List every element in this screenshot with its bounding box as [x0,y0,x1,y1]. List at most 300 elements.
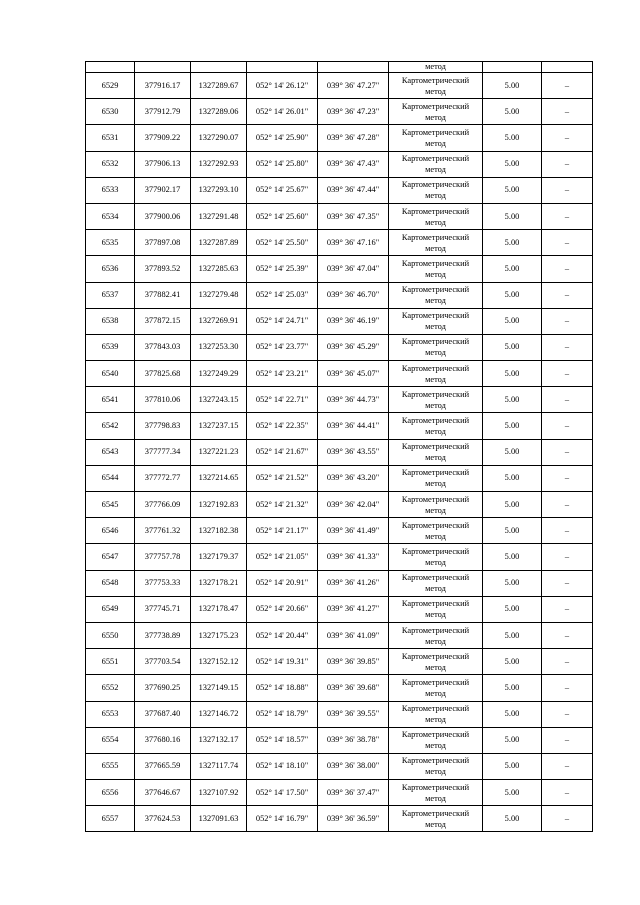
cell-point-number: 6536 [86,256,135,282]
cell-accuracy: 5.00 [483,99,542,125]
method-line-2: метод [425,453,446,463]
cell-x: 377900.06 [135,203,191,229]
method-line-2: метод [425,217,446,227]
cell-x: 377825.68 [135,361,191,387]
method-line-1: Картометрический [401,101,470,111]
cell-y: 1327292.93 [191,151,247,177]
cell-method [389,596,483,622]
cell-point-number: 6547 [86,544,135,570]
cell-method [389,413,483,439]
cell-note: – [542,203,593,229]
cell-method [389,492,483,518]
table-row [86,282,593,308]
cell-x: 377624.53 [135,806,191,832]
method-line-2: метод [425,138,446,148]
cell-accuracy: 5.00 [483,308,542,334]
cell-method [389,439,483,465]
cell-latitude: 052° 14' 22.35" [247,413,318,439]
cell-y: 1327091.63 [191,806,247,832]
table-row [86,256,593,282]
cell-accuracy: 5.00 [483,151,542,177]
cell-x: 377766.09 [135,492,191,518]
cell-note: – [542,518,593,544]
cell-note: – [542,727,593,753]
cell-accuracy: 5.00 [483,413,542,439]
cell-latitude: 052° 14' 18.79" [247,701,318,727]
cell-x: 377690.25 [135,675,191,701]
cell-latitude: 052° 14' 21.67" [247,439,318,465]
table-row [86,73,593,99]
cell-method [389,465,483,491]
cell-x: 377646.67 [135,780,191,806]
cell-method [389,780,483,806]
cell-method [389,387,483,413]
cell-longitude: 039° 36' 39.55" [318,701,389,727]
cell-point-number: 6551 [86,649,135,675]
table-row [86,675,593,701]
cell-longitude: 039° 36' 46.70" [318,282,389,308]
cell-method [389,334,483,360]
table-row [86,465,593,491]
cell-method [389,230,483,256]
cell-accuracy: 5.00 [483,622,542,648]
cell-point-number: 6543 [86,439,135,465]
method-line-1: Картометрический [401,730,470,740]
cell-accuracy: 5.00 [483,465,542,491]
cell-y: 1327192.83 [191,492,247,518]
cell-point-number: 6557 [86,806,135,832]
cell-y: 1327221.23 [191,439,247,465]
cell-latitude: 052° 14' 21.52" [247,465,318,491]
cell-y [191,62,247,73]
cell-point-number: 6541 [86,387,135,413]
cell-note: – [542,99,593,125]
cell-note: – [542,492,593,518]
cell-y: 1327285.63 [191,256,247,282]
cell-accuracy: 5.00 [483,649,542,675]
cell-x: 377753.33 [135,570,191,596]
cell-latitude: 052° 14' 26.12" [247,73,318,99]
method-line-1: Картометрический [401,520,470,530]
cell-accuracy: 5.00 [483,675,542,701]
table-row [86,544,593,570]
method-line-2: метод [425,688,446,698]
table-row [86,518,593,544]
table-row [86,492,593,518]
cell-x: 377916.17 [135,73,191,99]
method-line-2: метод [425,767,446,777]
cell-longitude: 039° 36' 47.04" [318,256,389,282]
method-line-1: Картометрический [401,677,470,687]
method-line-2: метод [425,348,446,358]
method-line-2: метод [425,112,446,122]
cell-x: 377798.83 [135,413,191,439]
cell-longitude: 039° 36' 38.00" [318,753,389,779]
cell-note: – [542,256,593,282]
cell-accuracy: 5.00 [483,361,542,387]
cell-point-number: 6548 [86,570,135,596]
cell-accuracy: 5.00 [483,256,542,282]
cell-x: 377738.89 [135,622,191,648]
method-line-1: Картометрический [401,75,470,85]
cell-x: 377843.03 [135,334,191,360]
cell-accuracy: 5.00 [483,492,542,518]
method-line-1: Картометрический [401,704,470,714]
cell-x: 377761.32 [135,518,191,544]
cell-latitude: 052° 14' 25.03" [247,282,318,308]
table-row [86,622,593,648]
method-line-1: Картометрический [401,651,470,661]
cell-y: 1327152.12 [191,649,247,675]
method-line-1: Картометрический [401,808,470,818]
cell-point-number: 6554 [86,727,135,753]
method-line-2: метод [425,662,446,672]
method-line-2: метод [425,427,446,437]
cell-x: 377777.34 [135,439,191,465]
cell-y: 1327149.15 [191,675,247,701]
method-line-2: метод [425,715,446,725]
cell-longitude: 039° 36' 41.33" [318,544,389,570]
cell-accuracy: 5.00 [483,387,542,413]
cell-method [389,622,483,648]
coordinates-table [85,61,593,832]
cell-latitude: 052° 14' 17.50" [247,780,318,806]
cell-point-number: 6533 [86,177,135,203]
cell-note: – [542,806,593,832]
table-row [86,334,593,360]
method-line-1: Картометрический [401,416,470,426]
cell-method [389,151,483,177]
method-line-1: Картометрический [401,625,470,635]
cell-method [389,125,483,151]
cell-x [135,62,191,73]
table-row [86,177,593,203]
cell-y: 1327289.06 [191,99,247,125]
method-line-2: метод [425,741,446,751]
cell-latitude: 052° 14' 21.05" [247,544,318,570]
cell-latitude: 052° 14' 22.71" [247,387,318,413]
cell-y: 1327175.23 [191,622,247,648]
cell-longitude: 039° 36' 37.47" [318,780,389,806]
cell-latitude: 052° 14' 19.31" [247,649,318,675]
cell-method [389,806,483,832]
cell-x: 377745.71 [135,596,191,622]
table-row [86,806,593,832]
cell-method [389,701,483,727]
cell-note: – [542,570,593,596]
cell-latitude: 052° 14' 20.66" [247,596,318,622]
cell-accuracy: 5.00 [483,334,542,360]
cell-method [389,675,483,701]
cell-method [389,649,483,675]
cell-note: – [542,675,593,701]
cell-point-number: 6546 [86,518,135,544]
cell-longitude: 039° 36' 38.78" [318,727,389,753]
cell-point-number: 6553 [86,701,135,727]
cell-accuracy: 5.00 [483,282,542,308]
cell-accuracy: 5.00 [483,177,542,203]
cell-method [389,177,483,203]
method-line-1: Картометрический [401,573,470,583]
cell-longitude: 039° 36' 41.26" [318,570,389,596]
table-row [86,413,593,439]
method-line-2: метод [425,86,446,96]
method-line-2: метод [425,374,446,384]
cell-x: 377810.06 [135,387,191,413]
method-line-1: Картометрический [401,285,470,295]
cell-y: 1327107.92 [191,780,247,806]
cell-longitude: 039° 36' 43.20" [318,465,389,491]
table-row [86,439,593,465]
cell-y: 1327279.48 [191,282,247,308]
cell-longitude: 039° 36' 42.04" [318,492,389,518]
cell-note: – [542,282,593,308]
cell-note: – [542,151,593,177]
cell-y: 1327249.29 [191,361,247,387]
cell-point-number: 6552 [86,675,135,701]
method-line-2: метод [425,819,446,829]
cell-note: – [542,596,593,622]
cell-accuracy: 5.00 [483,701,542,727]
method-line-2: метод [425,479,446,489]
cell-y: 1327289.67 [191,73,247,99]
cell-method [389,727,483,753]
cell-point-number: 6556 [86,780,135,806]
cell-x: 377687.40 [135,701,191,727]
cell-longitude: 039° 36' 44.41" [318,413,389,439]
cell-method [389,361,483,387]
cell-note: – [542,230,593,256]
cell-point-number: 6540 [86,361,135,387]
cell-y: 1327293.10 [191,177,247,203]
cell-y: 1327291.48 [191,203,247,229]
cell-y: 1327178.47 [191,596,247,622]
method-line-2: метод [425,505,446,515]
cell-accuracy: 5.00 [483,544,542,570]
method-line-2: метод [425,269,446,279]
cell-latitude: 052° 14' 18.57" [247,727,318,753]
cell-longitude: 039° 36' 43.55" [318,439,389,465]
cell-note: – [542,334,593,360]
cell-point-number: 6537 [86,282,135,308]
cell-point-number: 6550 [86,622,135,648]
cell-longitude: 039° 36' 45.29" [318,334,389,360]
cell-point-number: 6538 [86,308,135,334]
cell-longitude: 039° 36' 47.23" [318,99,389,125]
cell-y: 1327117.74 [191,753,247,779]
cell-note: – [542,413,593,439]
cell-y: 1327243.15 [191,387,247,413]
method-line-1: Картометрический [401,337,470,347]
cell-point-number: 6549 [86,596,135,622]
method-line-1: Картометрический [401,546,470,556]
method-line-2: метод [425,584,446,594]
cell-x: 377703.54 [135,649,191,675]
cell-y: 1327182.38 [191,518,247,544]
table-body [86,62,593,832]
table-row [86,701,593,727]
table-row [86,649,593,675]
cell-point-number: 6529 [86,73,135,99]
cell-method [389,282,483,308]
cell-point-number: 6535 [86,230,135,256]
method-line-1: Картометрический [401,756,470,766]
method-line-2: метод [425,243,446,253]
cell-longitude: 039° 36' 39.68" [318,675,389,701]
cell-latitude: 052° 14' 20.91" [247,570,318,596]
cell-longitude [318,62,389,73]
cell-x: 377772.77 [135,465,191,491]
cell-y: 1327237.15 [191,413,247,439]
cell-longitude: 039° 36' 47.28" [318,125,389,151]
cell-y: 1327179.37 [191,544,247,570]
method-line-2: метод [425,531,446,541]
cell-point-number: 6555 [86,753,135,779]
table-row [86,387,593,413]
cell-latitude: 052° 14' 25.67" [247,177,318,203]
method-line-2: метод [425,610,446,620]
cell-note: – [542,465,593,491]
cell-note: – [542,361,593,387]
method-line-1: Картометрический [401,206,470,216]
cell-longitude: 039° 36' 47.16" [318,230,389,256]
cell-accuracy: 5.00 [483,125,542,151]
cell-accuracy [483,62,542,73]
cell-note: – [542,649,593,675]
cell-method [389,518,483,544]
cell-latitude: 052° 14' 18.88" [247,675,318,701]
cell-note: – [542,125,593,151]
cell-longitude: 039° 36' 41.27" [318,596,389,622]
cell-note: – [542,622,593,648]
cell-y: 1327287.89 [191,230,247,256]
cell-method [389,73,483,99]
cell-longitude: 039° 36' 36.59" [318,806,389,832]
cell-accuracy: 5.00 [483,570,542,596]
method-line-2: метод [425,557,446,567]
cell-y: 1327214.65 [191,465,247,491]
table-row [86,308,593,334]
cell-note: – [542,308,593,334]
method-line-1: Картометрический [401,232,470,242]
cell-note: – [542,544,593,570]
cell-note: – [542,753,593,779]
cell-latitude: 052° 14' 23.21" [247,361,318,387]
cell-latitude: 052° 14' 23.77" [247,334,318,360]
cell-latitude: 052° 14' 18.10" [247,753,318,779]
cell-point-number: 6531 [86,125,135,151]
cell-note: – [542,780,593,806]
method-line-1: Картометрический [401,363,470,373]
cell-x: 377882.41 [135,282,191,308]
table-row [86,361,593,387]
cell-note: – [542,439,593,465]
cell-latitude: 052° 14' 25.90" [247,125,318,151]
cell-note [542,62,593,73]
method-line-1: Картометрический [401,154,470,164]
cell-accuracy: 5.00 [483,780,542,806]
cell-latitude: 052° 14' 25.39" [247,256,318,282]
cell-note: – [542,73,593,99]
table-row [86,151,593,177]
table-row [86,570,593,596]
cell-longitude: 039° 36' 47.43" [318,151,389,177]
cell-x: 377757.78 [135,544,191,570]
cell-longitude: 039° 36' 47.35" [318,203,389,229]
method-line-2: метод [425,191,446,201]
cell-method [389,203,483,229]
cell-longitude: 039° 36' 44.73" [318,387,389,413]
cell-accuracy: 5.00 [483,73,542,99]
cell-longitude: 039° 36' 46.19" [318,308,389,334]
cell-method: метод [389,62,483,73]
cell-longitude: 039° 36' 39.85" [318,649,389,675]
cell-note: – [542,177,593,203]
cell-y: 1327178.21 [191,570,247,596]
method-line-1: Картометрический [401,180,470,190]
table-row [86,753,593,779]
cell-x: 377893.52 [135,256,191,282]
cell-method [389,570,483,596]
method-line-1: Картометрический [401,389,470,399]
cell-latitude: 052° 14' 26.01" [247,99,318,125]
cell-x: 377680.16 [135,727,191,753]
cell-point-number: 6532 [86,151,135,177]
cell-latitude: 052° 14' 16.79" [247,806,318,832]
cell-accuracy: 5.00 [483,230,542,256]
cell-x: 377909.22 [135,125,191,151]
cell-x: 377912.79 [135,99,191,125]
cell-longitude: 039° 36' 47.27" [318,73,389,99]
method-line-2: метод [425,322,446,332]
method-line-1: Картометрический [401,442,470,452]
cell-y: 1327253.30 [191,334,247,360]
table-row [86,780,593,806]
cell-point-number: 6542 [86,413,135,439]
cell-latitude [247,62,318,73]
cell-x: 377665.59 [135,753,191,779]
method-line-1: Картометрический [401,782,470,792]
method-line-1: Картометрический [401,468,470,478]
method-line-1: Картометрический [401,311,470,321]
method-line-1: Картометрический [401,258,470,268]
cell-latitude: 052° 14' 21.32" [247,492,318,518]
cell-latitude: 052° 14' 24.71" [247,308,318,334]
cell-longitude: 039° 36' 41.49" [318,518,389,544]
cell-longitude: 039° 36' 47.44" [318,177,389,203]
cell-x: 377906.13 [135,151,191,177]
cell-x: 377897.08 [135,230,191,256]
cell-point-number: 6544 [86,465,135,491]
method-line-2: метод [425,793,446,803]
method-line-2: метод [425,400,446,410]
cell-longitude: 039° 36' 45.07" [318,361,389,387]
method-line-2: метод [425,296,446,306]
cell-latitude: 052° 14' 21.17" [247,518,318,544]
table-row [86,596,593,622]
cell-accuracy: 5.00 [483,439,542,465]
cell-x: 377902.17 [135,177,191,203]
cell-accuracy: 5.00 [483,518,542,544]
table-row [86,125,593,151]
table-row [86,727,593,753]
cell-method [389,308,483,334]
cell-longitude: 039° 36' 41.09" [318,622,389,648]
cell-method [389,753,483,779]
cell-latitude: 052° 14' 20.44" [247,622,318,648]
cell-latitude: 052° 14' 25.80" [247,151,318,177]
cell-accuracy: 5.00 [483,727,542,753]
